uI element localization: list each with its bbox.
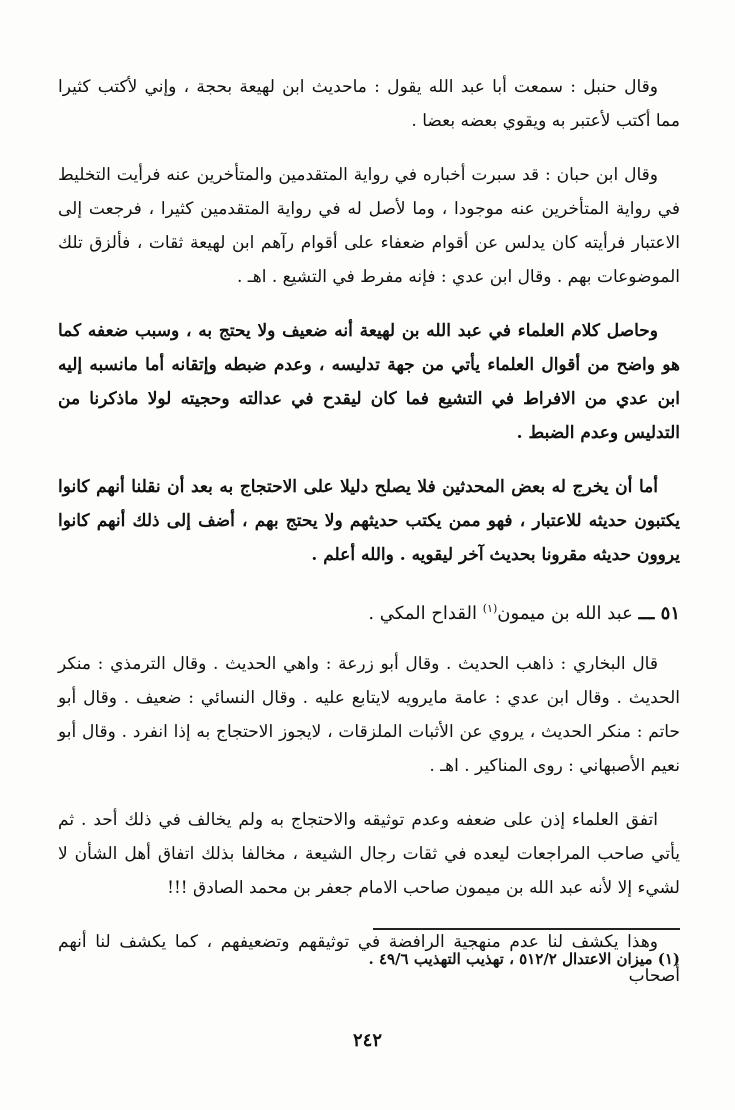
paragraph-critics-quotes: قال البخاري : ذاهب الحديث . وقال أبو زرعة : واهي الحديث . وقال الترمذي : منكر الحديث . وقال ابن عدي : عامة مايرويه لايتابع عليه . وقال النسائي : ضعيف . وقال أبو حاتم : منكر الحديث ، يروي عن الأثبات الملزقات ، لايجوز الاحتجاج به إذا انفرد . وقال أبو نعيم الأصبهاني : روى المناكير . اهـ .	[58, 654, 680, 776]
paragraph-hadith-narration: أما أن يخرج له بعض المحدثين فلا يصلح دليلا على الاحتجاج به بعد أن نقلنا أنهم كانوا يكتبون حديثه للاعتبار ، فهو ممن يكتب حديثهم ولا يحتج بهم ، أضف إلى ذلك أنهم كانوا يروون حديثه مقرونا بحديث آخر ليقويه . والله أعلم .	[58, 477, 680, 565]
footnote-reference[interactable]: (١)	[482, 602, 498, 615]
main-text	[58, 70, 680, 1013]
paragraph-methodology: وهذا يكشف لنا عدم منهجية الرافضة في توثيقهم وتضعيفهم ، كما يكشف لنا أنهم أصحاب	[58, 932, 680, 986]
paragraph-hanbal-quote: وقال حنبل : سمعت أبا عبد الله يقول : ماحديث ابن لهيعة بحجة ، وإني لأكتب كثيرا مما أكتب لأعتبر به ويقوي بعضه بعضا .	[58, 77, 680, 131]
paragraph-ibn-hibban-quote: وقال ابن حبان : قد سبرت أخباره في رواية المتقدمين والمتأخرين عنه فرأيت التخليط في رواية المتأخرين عنه موجودا ، وما لأصل له في رواية المتقدمين كثيرا ، فرجعت إلى الاعتبار فرأيته كان يدلس عن أقوام ضعفاء على أقوام رآهم ابن لهيعة ثقات ، فألزق تلك الموضوعات بهم . وقال ابن عدي : فإنه مفرط في التشيع . اهـ .	[58, 165, 680, 287]
entry-name: عبد الله بن ميمون	[497, 603, 633, 624]
entry-suffix: القداح المكي .	[368, 603, 477, 624]
entry-heading	[58, 592, 680, 631]
footnote-divider	[373, 928, 680, 930]
footnote-marker: (١)	[657, 950, 680, 968]
paragraph-scholars-agreement: اتفق العلماء إذن على ضعفه وعدم توثيقه والاحتجاج به ولم يخالف في ذلك أحد . ثم يأتي صاحب المراجعات ليعده في ثقات رجال الشيعة ، مخالفا بذلك اتفاق أهل الشأن لا لشيء إلا لأنه عبد الله بن ميمون صاحب الامام جعفر بن محمد الصادق !!!	[58, 810, 680, 898]
footnote-text: ميزان الاعتدال ٥١٢/٢ ، تهذيب التهذيب ٤٩/٦ .	[368, 950, 653, 968]
footnote	[58, 950, 680, 968]
paragraph-summary-ibn-lahiah: وحاصل كلام العلماء في عبد الله بن لهيعة أنه ضعيف ولا يحتج به ، وسبب ضعفه كما هو واضح من أقوال العلماء يأتي من جهة تدليسه ، وعدم ضبطه وإتقانه أما مانسبه إليه ابن عدي من الافراط في التشيع فما كان ليقدح في عدالته وحجيته لولا ماذكرنا من التدليس وعدم الضبط .	[58, 321, 680, 443]
entry-number: ٥١ ـــ	[638, 603, 680, 624]
page-number: ٢٤٢	[352, 1030, 382, 1051]
